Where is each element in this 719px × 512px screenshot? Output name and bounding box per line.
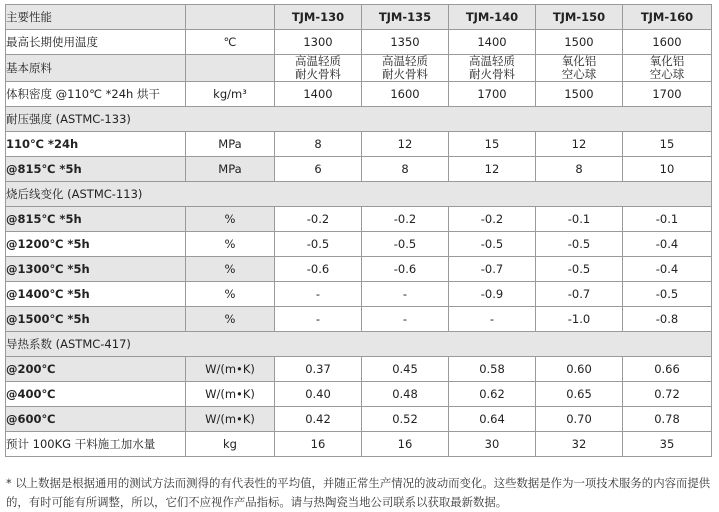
table-row (6, 282, 712, 307)
table-row (6, 207, 712, 232)
row-unit: % (186, 207, 275, 232)
value-cell: 1600 (623, 30, 712, 55)
value-cell: 1700 (449, 82, 536, 107)
value-cell: -0.4 (623, 257, 712, 282)
row-label: @200℃ (6, 357, 186, 382)
value-cell: -0.1 (623, 207, 712, 232)
row-unit: % (186, 257, 275, 282)
section-row (6, 332, 712, 357)
properties-table (5, 4, 712, 457)
row-label: @400℃ (6, 382, 186, 407)
row-unit: MPa (186, 157, 275, 182)
value-cell: 0.72 (623, 382, 712, 407)
value-cell: 高温轻质 耐火骨料 (362, 55, 449, 82)
value-cell: 1500 (536, 30, 623, 55)
value-cell: -0.7 (449, 257, 536, 282)
row-unit: kg/m³ (186, 82, 275, 107)
section-row (6, 182, 712, 207)
value-cell: 0.37 (275, 357, 362, 382)
value-cell: 16 (275, 432, 362, 457)
row-label: @1500℃ *5h (6, 307, 186, 332)
row-unit: % (186, 307, 275, 332)
value-cell: - (275, 282, 362, 307)
header-label: 主要性能 (6, 5, 186, 30)
table-row (6, 55, 712, 82)
row-unit: W/(m•K) (186, 407, 275, 432)
value-cell: -0.9 (449, 282, 536, 307)
row-unit: % (186, 232, 275, 257)
value-cell: 0.62 (449, 382, 536, 407)
value-cell: 10 (623, 157, 712, 182)
value-cell: 0.48 (362, 382, 449, 407)
value-cell: 0.42 (275, 407, 362, 432)
model-header: TJM-160 (623, 5, 712, 30)
value-cell: 0.40 (275, 382, 362, 407)
model-header: TJM-130 (275, 5, 362, 30)
value-cell: 1300 (275, 30, 362, 55)
footnote: * 以上数据是根据通用的测试方法而测得的有代表性的平均值，并随正常生产情况的波动而变化。这些数据是作为一项技术服务的内容而提供的，有时可能有所调整，所以，它们不应视作产品指标。请与热陶瓷当地公司联系以获取最新数据。 (6, 476, 711, 509)
value-cell: 0.52 (362, 407, 449, 432)
row-unit: ℃ (186, 30, 275, 55)
header-row (6, 5, 712, 30)
table-row (6, 432, 712, 457)
value-cell: 8 (275, 132, 362, 157)
row-unit: % (186, 282, 275, 307)
table-row (6, 157, 712, 182)
value-cell: -0.6 (275, 257, 362, 282)
value-cell: 32 (536, 432, 623, 457)
value-cell: -0.7 (536, 282, 623, 307)
value-cell: -0.6 (362, 257, 449, 282)
value-cell: 氧化铝 空心球 (623, 55, 712, 82)
table-row (6, 382, 712, 407)
row-unit: W/(m•K) (186, 357, 275, 382)
value-cell: - (275, 307, 362, 332)
value-cell: 1500 (536, 82, 623, 107)
table-row (6, 357, 712, 382)
table-row (6, 307, 712, 332)
value-cell: -0.5 (362, 232, 449, 257)
section-row (6, 107, 712, 132)
row-label: 110℃ *24h (6, 132, 186, 157)
value-cell: -0.5 (536, 232, 623, 257)
row-label: 预计 100KG 干料施工加水量 (6, 432, 186, 457)
value-cell: 0.66 (623, 357, 712, 382)
value-cell: 0.64 (449, 407, 536, 432)
value-cell: -0.8 (623, 307, 712, 332)
row-label: @1400℃ *5h (6, 282, 186, 307)
model-header: TJM-150 (536, 5, 623, 30)
row-unit: W/(m•K) (186, 382, 275, 407)
section-title: 耐压强度 (ASTMC-133) (6, 107, 712, 132)
row-unit: MPa (186, 132, 275, 157)
row-unit: kg (186, 432, 275, 457)
value-cell: -0.1 (536, 207, 623, 232)
table-row (6, 407, 712, 432)
value-cell: 12 (536, 132, 623, 157)
value-cell: -0.2 (275, 207, 362, 232)
value-cell: -0.5 (449, 232, 536, 257)
value-cell: 6 (275, 157, 362, 182)
row-label: @815℃ *5h (6, 157, 186, 182)
value-cell: -0.5 (536, 257, 623, 282)
value-cell: -0.5 (275, 232, 362, 257)
value-cell: 1350 (362, 30, 449, 55)
value-cell: 12 (449, 157, 536, 182)
value-cell: 0.45 (362, 357, 449, 382)
value-cell: -0.4 (623, 232, 712, 257)
value-cell: -1.0 (536, 307, 623, 332)
row-label: 体积密度 @110℃ *24h 烘干 (6, 82, 186, 107)
table-row (6, 82, 712, 107)
value-cell: 12 (362, 132, 449, 157)
section-title: 导热系数 (ASTMC-417) (6, 332, 712, 357)
model-header: TJM-140 (449, 5, 536, 30)
value-cell: 高温轻质 耐火骨料 (449, 55, 536, 82)
value-cell: 0.65 (536, 382, 623, 407)
value-cell: 15 (449, 132, 536, 157)
value-cell: 16 (362, 432, 449, 457)
row-label: @815℃ *5h (6, 207, 186, 232)
value-cell: 氧化铝 空心球 (536, 55, 623, 82)
table-row (6, 132, 712, 157)
value-cell: 1400 (449, 30, 536, 55)
value-cell: 8 (362, 157, 449, 182)
value-cell: -0.5 (623, 282, 712, 307)
value-cell: 0.60 (536, 357, 623, 382)
value-cell: 0.78 (623, 407, 712, 432)
value-cell: 1600 (362, 82, 449, 107)
table-row (6, 257, 712, 282)
section-title: 烧后线变化 (ASTMC-113) (6, 182, 712, 207)
value-cell: - (362, 307, 449, 332)
value-cell: 35 (623, 432, 712, 457)
value-cell: 0.70 (536, 407, 623, 432)
row-label: @600℃ (6, 407, 186, 432)
value-cell: 15 (623, 132, 712, 157)
model-header: TJM-135 (362, 5, 449, 30)
row-label: @1200℃ *5h (6, 232, 186, 257)
header-unit (186, 5, 275, 30)
value-cell: 高温轻质 耐火骨料 (275, 55, 362, 82)
value-cell: - (362, 282, 449, 307)
row-label: 最高长期使用温度 (6, 30, 186, 55)
row-label: @1300℃ *5h (6, 257, 186, 282)
row-unit (186, 55, 275, 82)
value-cell: 8 (536, 157, 623, 182)
value-cell: - (449, 307, 536, 332)
table-row (6, 30, 712, 55)
value-cell: 1400 (275, 82, 362, 107)
value-cell: -0.2 (362, 207, 449, 232)
value-cell: 0.58 (449, 357, 536, 382)
value-cell: 30 (449, 432, 536, 457)
row-label: 基本原料 (6, 55, 186, 82)
value-cell: 1700 (623, 82, 712, 107)
value-cell: -0.2 (449, 207, 536, 232)
table-row (6, 232, 712, 257)
